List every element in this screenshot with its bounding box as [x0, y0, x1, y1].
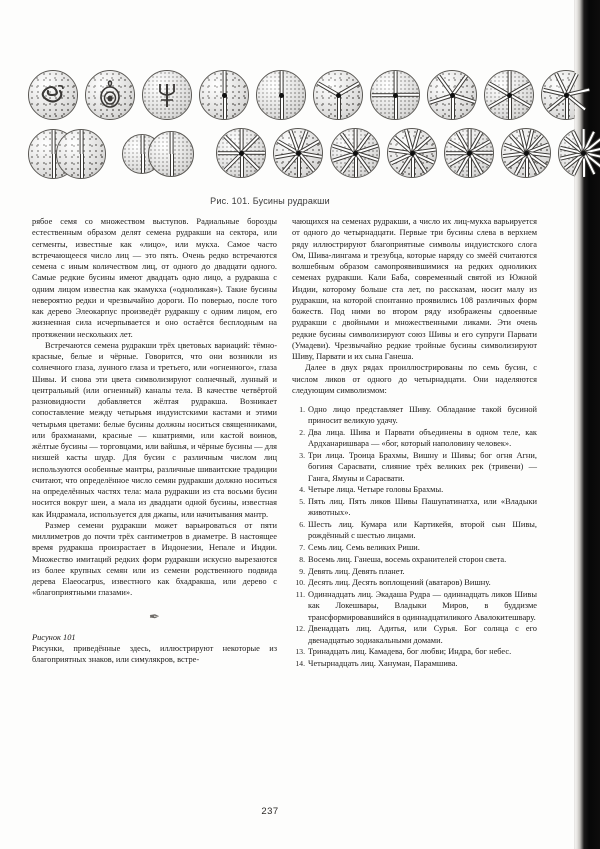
- list-item-number: 12.: [295, 624, 305, 634]
- conjoined-bead-half: [56, 129, 106, 179]
- eleven-face-bead: [387, 128, 437, 178]
- paragraph: Размер семени рудракши может варьироваться от пяти миллиметров до почти трёх сантиметров в диаметре. В настоящее время рудракша произрастает в Индонезии, Непале и Индии. Множество имитаций редких форм рудракши искусно вырезаются из более крупных семян или из семени родственного подвида дерева Elaeocarpus, известного как бхадракша, или дерево с «благоприятными глазами».: [32, 520, 277, 598]
- bead-rib: [242, 152, 266, 154]
- bead-hole: [564, 93, 569, 98]
- list-item: [292, 554, 537, 565]
- paragraph: Встречаются семена рудракши трёх цветовых вариаций: тёмно-красные, белые и чёрные. Говорится, что они возникли из солнечного глаза, лунного глаза и третьего, или «огненного», глаза Шивы. И снова эти цвета символизируют солнечный, лунный и центральный (или огненный) каналы тела. В качестве четвёртой разновидности добавляется жёлтая рудракша. Возникает сопоставление между четырьмя индуистскими кастами и этими четырьмя цветами: белые бусины должны носиться священниками, или брахманами, красные — кшатриями, или кастой воинов, жёлтые бусины — торговцами, или вайшья, и чёрные бусины — для низшей касты шудр. Для бусин с различным числом лиц используются особенные мантры, различные шиваитские традиции считают, что определённое число семян рудракши должно носиться на определённых частях тела: мала рудракши из ста восьми бусин носится вокруг шеи, а мала из двадцати одной бусины, известная как Индрамала, используется для джапы, или начитывания мантр.: [32, 340, 277, 519]
- bead-rib: [224, 95, 226, 119]
- list-item-number: 11.: [295, 590, 305, 599]
- figure-note-body: Рисунки, приведённые здесь, иллюстрируют некоторые из благоприятных знаков, или симулякров, встре-: [32, 643, 277, 664]
- double-bead-large: [28, 129, 104, 177]
- bead-rib: [281, 95, 283, 119]
- bead-rib: [142, 154, 144, 174]
- list-item-text: Восемь лиц. Ганеша, восемь охранителей сторон света.: [308, 554, 507, 564]
- list-item: [292, 496, 537, 519]
- figure-caption: Рис. 101. Бусины рудракши: [210, 196, 330, 206]
- bead-rib: [395, 71, 397, 95]
- list-item: [292, 589, 537, 623]
- right-column: [292, 216, 537, 670]
- bead-rib: [81, 130, 83, 154]
- list-item-number: 13.: [295, 647, 305, 657]
- bead-rib: [452, 95, 454, 119]
- twelve-face-bead: [444, 128, 494, 178]
- list-item-text: Три лица. Троица Брахмы, Вишну и Шивы; бог огня Агни, богиня Сарасвати, слияние трёх великих рек (тривени) — Ганга, Ямуны и Сарасвати.: [308, 451, 537, 483]
- bead-hole: [353, 151, 358, 156]
- bead-rib: [355, 153, 357, 177]
- bead-hole: [507, 93, 512, 98]
- list-item-number: 10.: [295, 578, 305, 588]
- paragraph: Далее в двух рядах проиллюстрированы по семь бусин, с числом ликов от одного до четырнадцати. Они наделяются следующим символизмом:: [292, 363, 537, 395]
- list-item: [292, 542, 537, 553]
- scan-binding-edge: [575, 0, 600, 849]
- one-face-bead: [199, 70, 249, 120]
- bead-hole: [239, 151, 244, 156]
- list-item: [292, 566, 537, 577]
- shiva-lingam-icon: [86, 71, 134, 119]
- six-face-bead: [484, 70, 534, 120]
- list-item: [292, 519, 537, 542]
- list-item: [292, 427, 537, 450]
- bead-hole: [279, 93, 284, 98]
- bead-hole: [410, 151, 415, 156]
- faces-list: [292, 404, 537, 669]
- list-item-number: 14.: [295, 659, 305, 668]
- bead-rib: [81, 154, 83, 178]
- list-item: [292, 450, 537, 484]
- double-bead-small: [122, 129, 198, 177]
- thirteen-face-bead: [501, 128, 551, 178]
- list-item-text: Двенадцать лиц. Адитья, или Сурья. Бог солнца с его двенадцатью зодиакальными домами.: [308, 624, 537, 645]
- page-number: 237: [261, 806, 279, 817]
- list-item-text: Тринадцать лиц. Камадева, бог любви; Индра, бог небес.: [308, 647, 512, 657]
- list-item-number: 7.: [299, 543, 305, 552]
- list-item: [292, 484, 537, 495]
- list-item-text: Пять лиц. Пять ликов Шивы Пашупатинатха, или «Владыки животных».: [308, 497, 537, 518]
- bead-rib: [224, 71, 226, 95]
- trident-bead: [142, 70, 192, 120]
- bead-rib: [338, 95, 340, 119]
- list-item-number: 9.: [299, 566, 305, 576]
- list-item-number: 6.: [299, 520, 305, 529]
- list-item-text: Два лица. Шива и Парвати объединены в одном теле, как Ардханаришвара — «бог, который наполовину человек».: [308, 428, 537, 449]
- bead-rib: [142, 134, 144, 154]
- list-item-text: Одиннадцать лиц. Экадаша Рудра — одиннадцать ликов Шивы как Локешвары, Владыки Миров, в буддизме трансформировавшийся в одиннадцатиликого Авалокитешвару.: [308, 590, 537, 622]
- bead-rib: [241, 153, 243, 177]
- bead-row-top: [28, 66, 528, 124]
- bead-rib: [53, 130, 55, 154]
- paragraph: чающихся на семенах рудракши, а число их лиц-мукха варьируется от одного до четырнадцати. Первые три бусины слева в верхнем ряду иллюстрируют благоприятные символы индуистского слога Ом, Шива-лингама и трезубца, которые наряду со змеёй считаются волшебным образом самопроявившимися на редких одноликих семенах рудракши. Кали Баба, современный святой из Южной Индии, которому больше ста лет, по рассказам, носит малу из рудракши, на которой спонтанно проявились 108 различных форм божеств. Под ними во втором ряду изображены сдвоенные рудракши с двойными и множественными ликами. Эти очень редкие бусины символизируют союз Шивы и его супруги Парвати (Умадеви). Чрезвычайно редкие тройные бусины символизируют Шиву, Парвати и их сына Ганеша.: [292, 217, 537, 361]
- bead-rib: [395, 95, 397, 119]
- bead-rib: [171, 154, 173, 177]
- list-item: [292, 404, 537, 427]
- bead-hole: [222, 93, 227, 98]
- list-item-text: Одно лицо представляет Шиву. Обладание такой бусиной приносит великую удачу.: [308, 405, 537, 426]
- eight-face-bead: [216, 128, 266, 178]
- bead-rib: [396, 94, 420, 96]
- bead-hole: [336, 93, 341, 98]
- trident-icon: [143, 71, 191, 119]
- list-item-text: Девять лиц. Девять планет.: [308, 566, 405, 576]
- three-face-bead: [313, 70, 363, 120]
- list-item-number: 1.: [299, 405, 305, 414]
- om-icon: [29, 71, 77, 119]
- bead-hole: [296, 151, 301, 156]
- list-item: [292, 577, 537, 588]
- ornament-icon: ✒: [149, 608, 160, 624]
- four-face-bead: [370, 70, 420, 120]
- list-item: [292, 646, 537, 657]
- list-item-number: 4.: [299, 485, 305, 495]
- bead-hole: [393, 93, 398, 98]
- bead-hole: [467, 151, 472, 156]
- lingam-bead: [85, 70, 135, 120]
- bead-rib: [53, 154, 55, 178]
- bead-row-bottom: [28, 124, 528, 182]
- bead-rib: [281, 71, 283, 95]
- paragraph: рябое семя со множеством выступов. Радиальные борозды естественным образом делят семена рудракши на сектора, или сегменты, известные как «лицо», или мукха. Самое часто встречающееся число лиц — это пять. Очень редко встречаются семена с иным количеством лиц, от одного до двадцати одного. Самые редкие бусины имеют двадцать одно лицо, а рудракша с одним лицом известна как экамукха («одноликая»). Такие бусины невероятно редки и чрезвычайно дороги. По поверью, после того как дерево Элеокарпус произведёт рудракшу с одним лицом, его жизненная сила исчерпывается и оно остаётся бесплодным на протяжении нескольких лет.: [32, 217, 277, 339]
- two-face-bead: [256, 70, 306, 120]
- figure-rudraksha-beads: [28, 62, 528, 192]
- bead-rib: [566, 95, 568, 119]
- bead-rib: [298, 153, 300, 177]
- list-item-number: 8.: [299, 554, 305, 564]
- left-column: [32, 216, 277, 665]
- conjoined-bead-half: [148, 131, 194, 177]
- bead-hole: [450, 93, 455, 98]
- list-item-text: Семь лиц. Семь великих Риши.: [308, 543, 420, 552]
- list-item-text: Десять лиц. Десять воплощений (аватаров) Вишну.: [308, 578, 491, 588]
- five-face-bead: [427, 70, 477, 120]
- figure-note-title: Рисунок 101: [32, 632, 76, 642]
- om-bead: [28, 70, 78, 120]
- list-item-text: Четыре лица. Четыре головы Брахмы.: [308, 485, 444, 495]
- nine-face-bead: [273, 128, 323, 178]
- list-item-number: 2.: [299, 428, 305, 437]
- list-item: [292, 658, 537, 669]
- bead-rib: [509, 71, 511, 95]
- bead-hole: [524, 151, 529, 156]
- ten-face-bead: [330, 128, 380, 178]
- list-item: [292, 623, 537, 646]
- list-item-number: 5.: [299, 497, 305, 506]
- list-item-text: Шесть лиц. Кумара или Картикейя, второй сын Шивы, рождённый с шестью лицами.: [308, 520, 537, 541]
- list-item-text: Четырнадцать лиц. Хануман, Парамшива.: [308, 659, 458, 668]
- bead-rib: [171, 131, 173, 154]
- bead-rib: [509, 95, 511, 119]
- list-item-number: 3.: [299, 451, 305, 460]
- bead-hole: [581, 151, 586, 156]
